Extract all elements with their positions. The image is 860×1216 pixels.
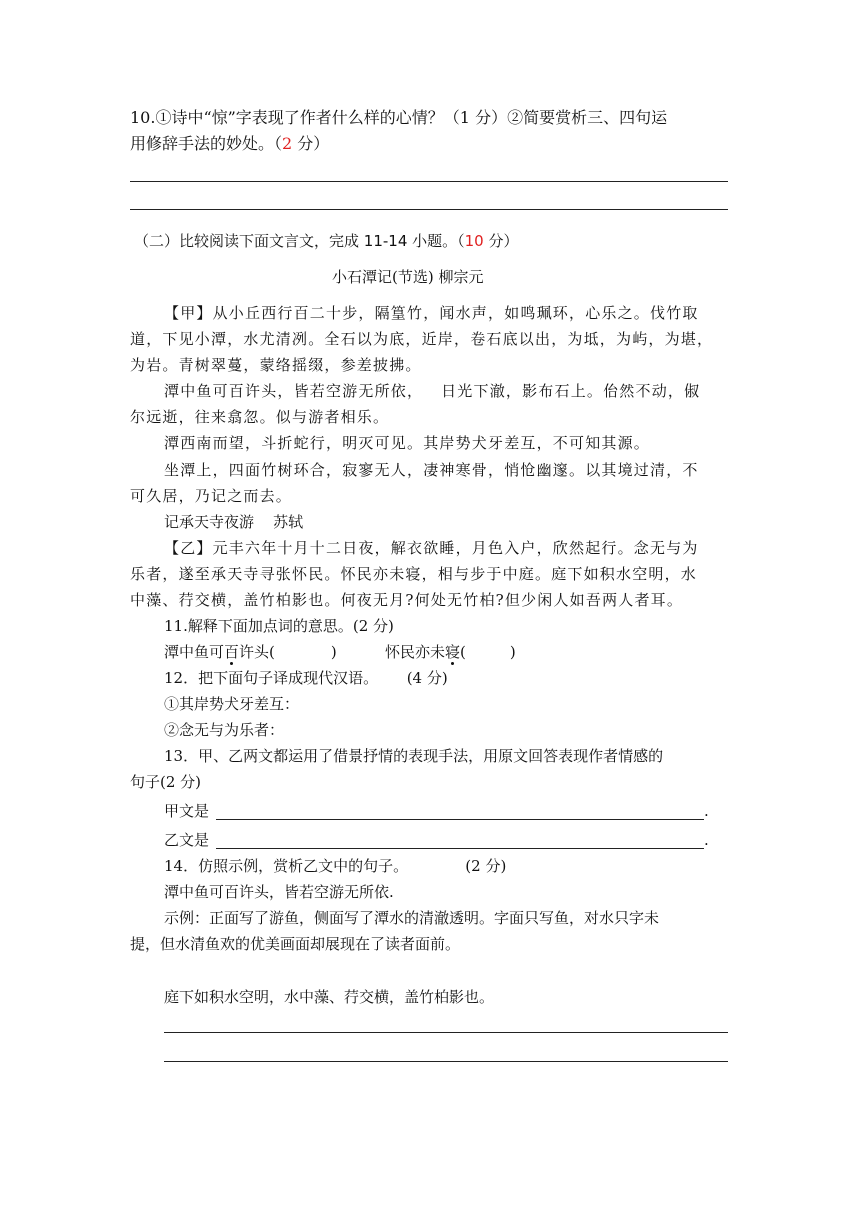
q11-stem: 11.解释下面加点词的意思。(2 分) xyxy=(164,617,394,635)
passage-a-title: 小石潭记(节选) 柳宗元 xyxy=(332,268,484,286)
passage-b-line: 【乙】元丰六年十月十二日夜，解衣欲睡，月色入户，欣然起行。念无与为 xyxy=(164,539,699,557)
q10-line-1: 10.①诗中“惊”字表现了作者什么样的心情？（1 分）②简要赏析三、四句运 xyxy=(130,108,668,127)
q12-item-2: ②念无与为乐者： xyxy=(164,721,285,739)
passage-b-title: 记承天寺夜游 苏轼 xyxy=(164,513,304,531)
section-2-heading-end: 分） xyxy=(483,232,519,250)
q11-dotted-word-a: 百 xyxy=(224,643,240,661)
passage-b-line: 中藻、荇交横，盖竹柏影也。何夜无月?何处无竹柏?但少闲人如吾两人者耳。 xyxy=(130,591,684,609)
q11-item-a-rest: 许头( xyxy=(239,643,275,661)
q13-line-2: 句子(2 分) xyxy=(130,773,202,791)
q14-example-line-1: 示例：正面写了游鱼，侧面写了潭水的清澈透明。字面只写鱼，对水只字未 xyxy=(164,909,660,927)
passage-a-line: 【甲】从小丘西行百二十步，隔篁竹，闻水声，如鸣珮环，心乐之。伐竹取 xyxy=(164,304,699,322)
q11-item-a-close: ) xyxy=(330,643,337,661)
q12-item-1: ①其岸势犬牙差互： xyxy=(164,695,300,713)
section-2-score: 10 xyxy=(464,232,484,250)
passage-a-line: 可久居，乃记之而去。 xyxy=(130,487,293,505)
passage-a-line: 为岩。青树翠蔓，蒙络摇缀，参差披拂。 xyxy=(130,356,422,374)
passage-a-line: 坐潭上，四面竹树环合，寂寥无人，凄神寒骨，悄怆幽邃。以其境过清，不 xyxy=(164,461,699,479)
q11-item-b-close: ) xyxy=(509,643,516,661)
q11-item-a-text: 潭中鱼可 xyxy=(164,643,225,661)
q13-answer-line-a[interactable] xyxy=(216,819,704,820)
q13-end-mark-b: . xyxy=(704,831,709,849)
q10-score: 2 xyxy=(282,134,293,153)
q11-item-a xyxy=(164,641,337,663)
q14-answer-line-2[interactable] xyxy=(164,1061,728,1062)
passage-b-line: 乐者，遂至承天寺寻张怀民。怀民亦未寝，相与步于中庭。庭下如积水空明，水 xyxy=(130,565,698,583)
q10-line-2-text: 用修辞手法的妙处。（ xyxy=(130,134,283,153)
q11-item-b-rest: ( xyxy=(460,643,466,661)
passage-a-line: 潭西南而望，斗折蛇行，明灭可见。其岸势犬牙差互，不可知其源。 xyxy=(164,434,651,452)
section-2-heading xyxy=(134,229,519,253)
q12-stem: 12．把下面句子译成现代汉语。 (4 分) xyxy=(164,669,448,687)
q14-answer-line-1[interactable] xyxy=(164,1032,728,1033)
q14-example-line-2: 提，但水清鱼欢的优美画面却展现在了读者面前。 xyxy=(130,935,461,953)
q10-answer-line-1 xyxy=(130,181,728,182)
q14-sample-sentence: 潭中鱼可百许头，皆若空游无所依. xyxy=(164,883,394,901)
q13-label-b: 乙文是 xyxy=(164,831,210,849)
passage-a-line: 潭中鱼可百许头，皆若空游无所依， 日光下澈，影布石上。佁然不动，俶 xyxy=(164,382,701,400)
q13-answer-line-b[interactable] xyxy=(216,848,704,849)
passage-a-line: 道，下见小潭，水尤清冽。全石以为底，近岸，卷石底以出，为坻，为屿，为堪， xyxy=(130,330,714,348)
q13-end-mark-a: . xyxy=(704,802,709,820)
q13-label-a: 甲文是 xyxy=(164,802,210,820)
q11-dotted-word-b: 寝 xyxy=(445,643,461,661)
q11-item-b-text: 怀民亦未 xyxy=(385,643,446,661)
q10-line-2-end: 分） xyxy=(292,134,330,153)
q10-answer-line-2 xyxy=(130,209,728,210)
q14-target-sentence: 庭下如积水空明，水中藻、荇交横，盖竹柏影也。 xyxy=(164,988,495,1006)
q13-line-1: 13．甲、乙两文都运用了借景抒情的表现手法，用原文回答表现作者情感的 xyxy=(164,747,664,765)
section-2-heading-text: （二）比较阅读下面文言文，完成 11-14 小题。（ xyxy=(134,232,465,250)
q11-item-b xyxy=(385,641,516,663)
q10-line-2 xyxy=(130,132,329,156)
q14-stem: 14．仿照示例，赏析乙文中的句子。 (2 分) xyxy=(164,857,507,875)
passage-a-line: 尔远逝，往来翕忽。似与游者相乐。 xyxy=(130,408,390,426)
